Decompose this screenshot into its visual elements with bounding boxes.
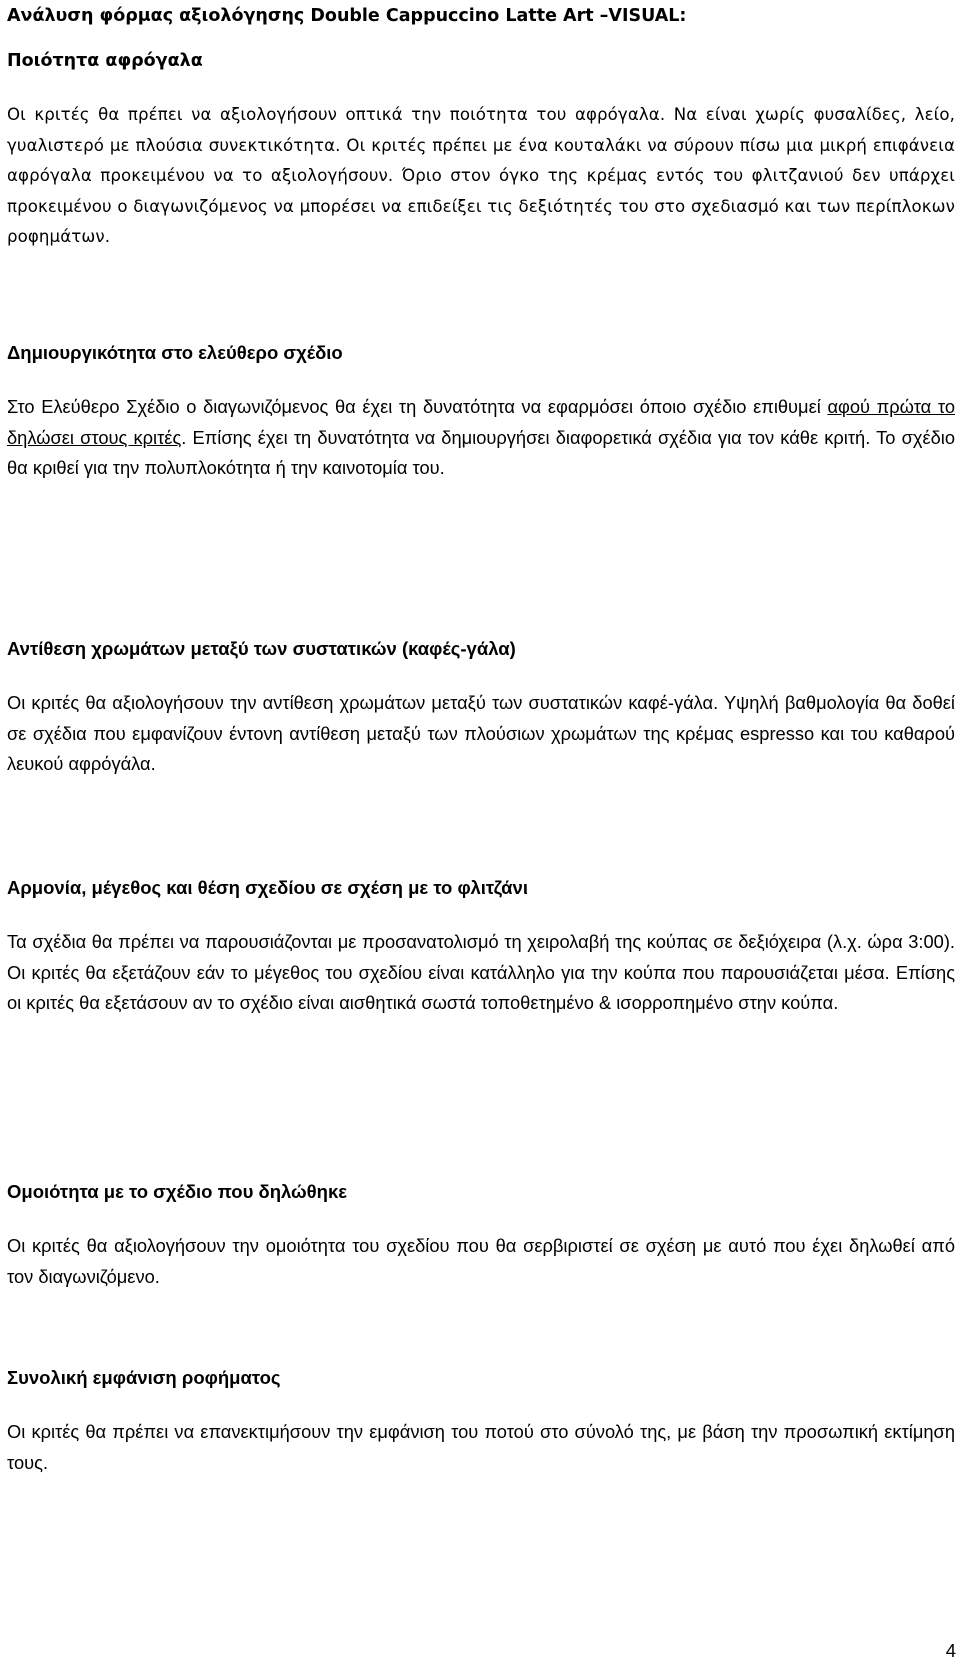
underlined-text: αφού πρώτα το δηλώσει στους κριτές	[7, 396, 955, 448]
section-text: Οι κριτές θα αξιολογήσουν την ομοιότητα του σχεδίου που θα σερβιριστεί σε σχέση με αυτό που έχει δηλωθεί από τον διαγωνιζόμενο.	[7, 1235, 955, 1287]
page-number: 4	[945, 1640, 956, 1661]
section-heading: Ομοιότητα με το σχέδιο που δηλώθηκε	[7, 1181, 348, 1202]
section-heading: Δημιουργικότητα στο ελεύθερο σχέδιο	[7, 342, 343, 363]
section-free-design-creativity	[7, 341, 955, 484]
section-text	[7, 392, 955, 484]
section-text: Τα σχέδια θα πρέπει να παρουσιάζονται με προσανατολισμό τη χειρολαβή της κούπας σε δεξιόχειρα (λ.χ. ώρα 3:00). Οι κριτές θα εξετάζουν εάν το μέγεθος του σχεδίου είναι κατάλληλο για την κούπα που παρουσιάζεται μέσα. Επίσης οι κριτές θα εξετάσουν αν το σχέδιο είναι αισθητικά σωστά τοποθετημένο & ισορροπημένο στην κούπα.	[7, 931, 955, 1014]
section-harmony-size-position	[7, 876, 955, 1019]
section-similarity-declared-design	[7, 1180, 955, 1292]
section-text: Οι κριτές θα πρέπει να αξιολογήσουν οπτικά την ποιότητα του αφρόγαλα. Να είναι χωρίς φυσαλίδες, λείο, γυαλιστερό με πλούσια συνεκτικότητα. Οι κριτές πρέπει με ένα κουταλάκι να σύρουν πίσω μια μικρή επιφάνεια αφρόγαλα προκειμένου να το αξιολογήσουν. Όριο στον όγκο της κρέμας εντός του φλιτζανιού δεν υπάρχει προκειμένου ο διαγωνιζόμενος να μπορέσει να επιδείξει τις δεξιότητές του στο σχεδιασμό και των περίπλοκων ροφημάτων.	[7, 105, 955, 247]
section-overall-appearance	[7, 1366, 955, 1478]
section-heading: Αρμονία, μέγεθος και θέση σχεδίου σε σχέση με το φλιτζάνι	[7, 877, 528, 898]
text-before: Στο Ελεύθερο Σχέδιο ο διαγωνιζόμενος θα έχει τη δυνατότητα να εφαρμόσει όποιο σχέδιο επιθυμεί	[7, 396, 828, 417]
section-heading: Ποιότητα αφρόγαλα	[7, 51, 203, 71]
document-title: Ανάλυση φόρμας αξιολόγησης Double Cappuccino Latte Art –VISUAL:	[7, 6, 687, 26]
section-color-contrast	[7, 637, 955, 780]
text-after: . Επίσης έχει τη δυνατότητα να δημιουργήσει διαφορετικά σχέδια για τον κάθε κριτή. Το σχέδιο θα κριθεί για την πολυπλοκότητα ή την καινοτομία του.	[7, 426, 956, 479]
section-heading: Συνολική εμφάνιση ροφήματος	[7, 1367, 281, 1388]
section-heading: Αντίθεση χρωμάτων μεταξύ των συστατικών (καφές-γάλα)	[7, 638, 516, 659]
section-text: Οι κριτές θα αξιολογήσουν την αντίθεση χρωμάτων μεταξύ των συστατικών καφέ-γάλα. Υψηλή βαθμολογία θα δοθεί σε σχέδια που εμφανίζουν έντονη αντίθεση μεταξύ των πλούσιων χρωμάτων της κρέμας espresso και του καθαρού λευκού αφρόγάλα.	[7, 692, 955, 775]
section-text: Οι κριτές θα πρέπει να επανεκτιμήσουν την εμφάνιση του ποτού στο σύνολό της, με βάση την προσωπική εκτίμηση τους.	[7, 1421, 955, 1473]
section-milk-foam-quality	[7, 49, 955, 253]
